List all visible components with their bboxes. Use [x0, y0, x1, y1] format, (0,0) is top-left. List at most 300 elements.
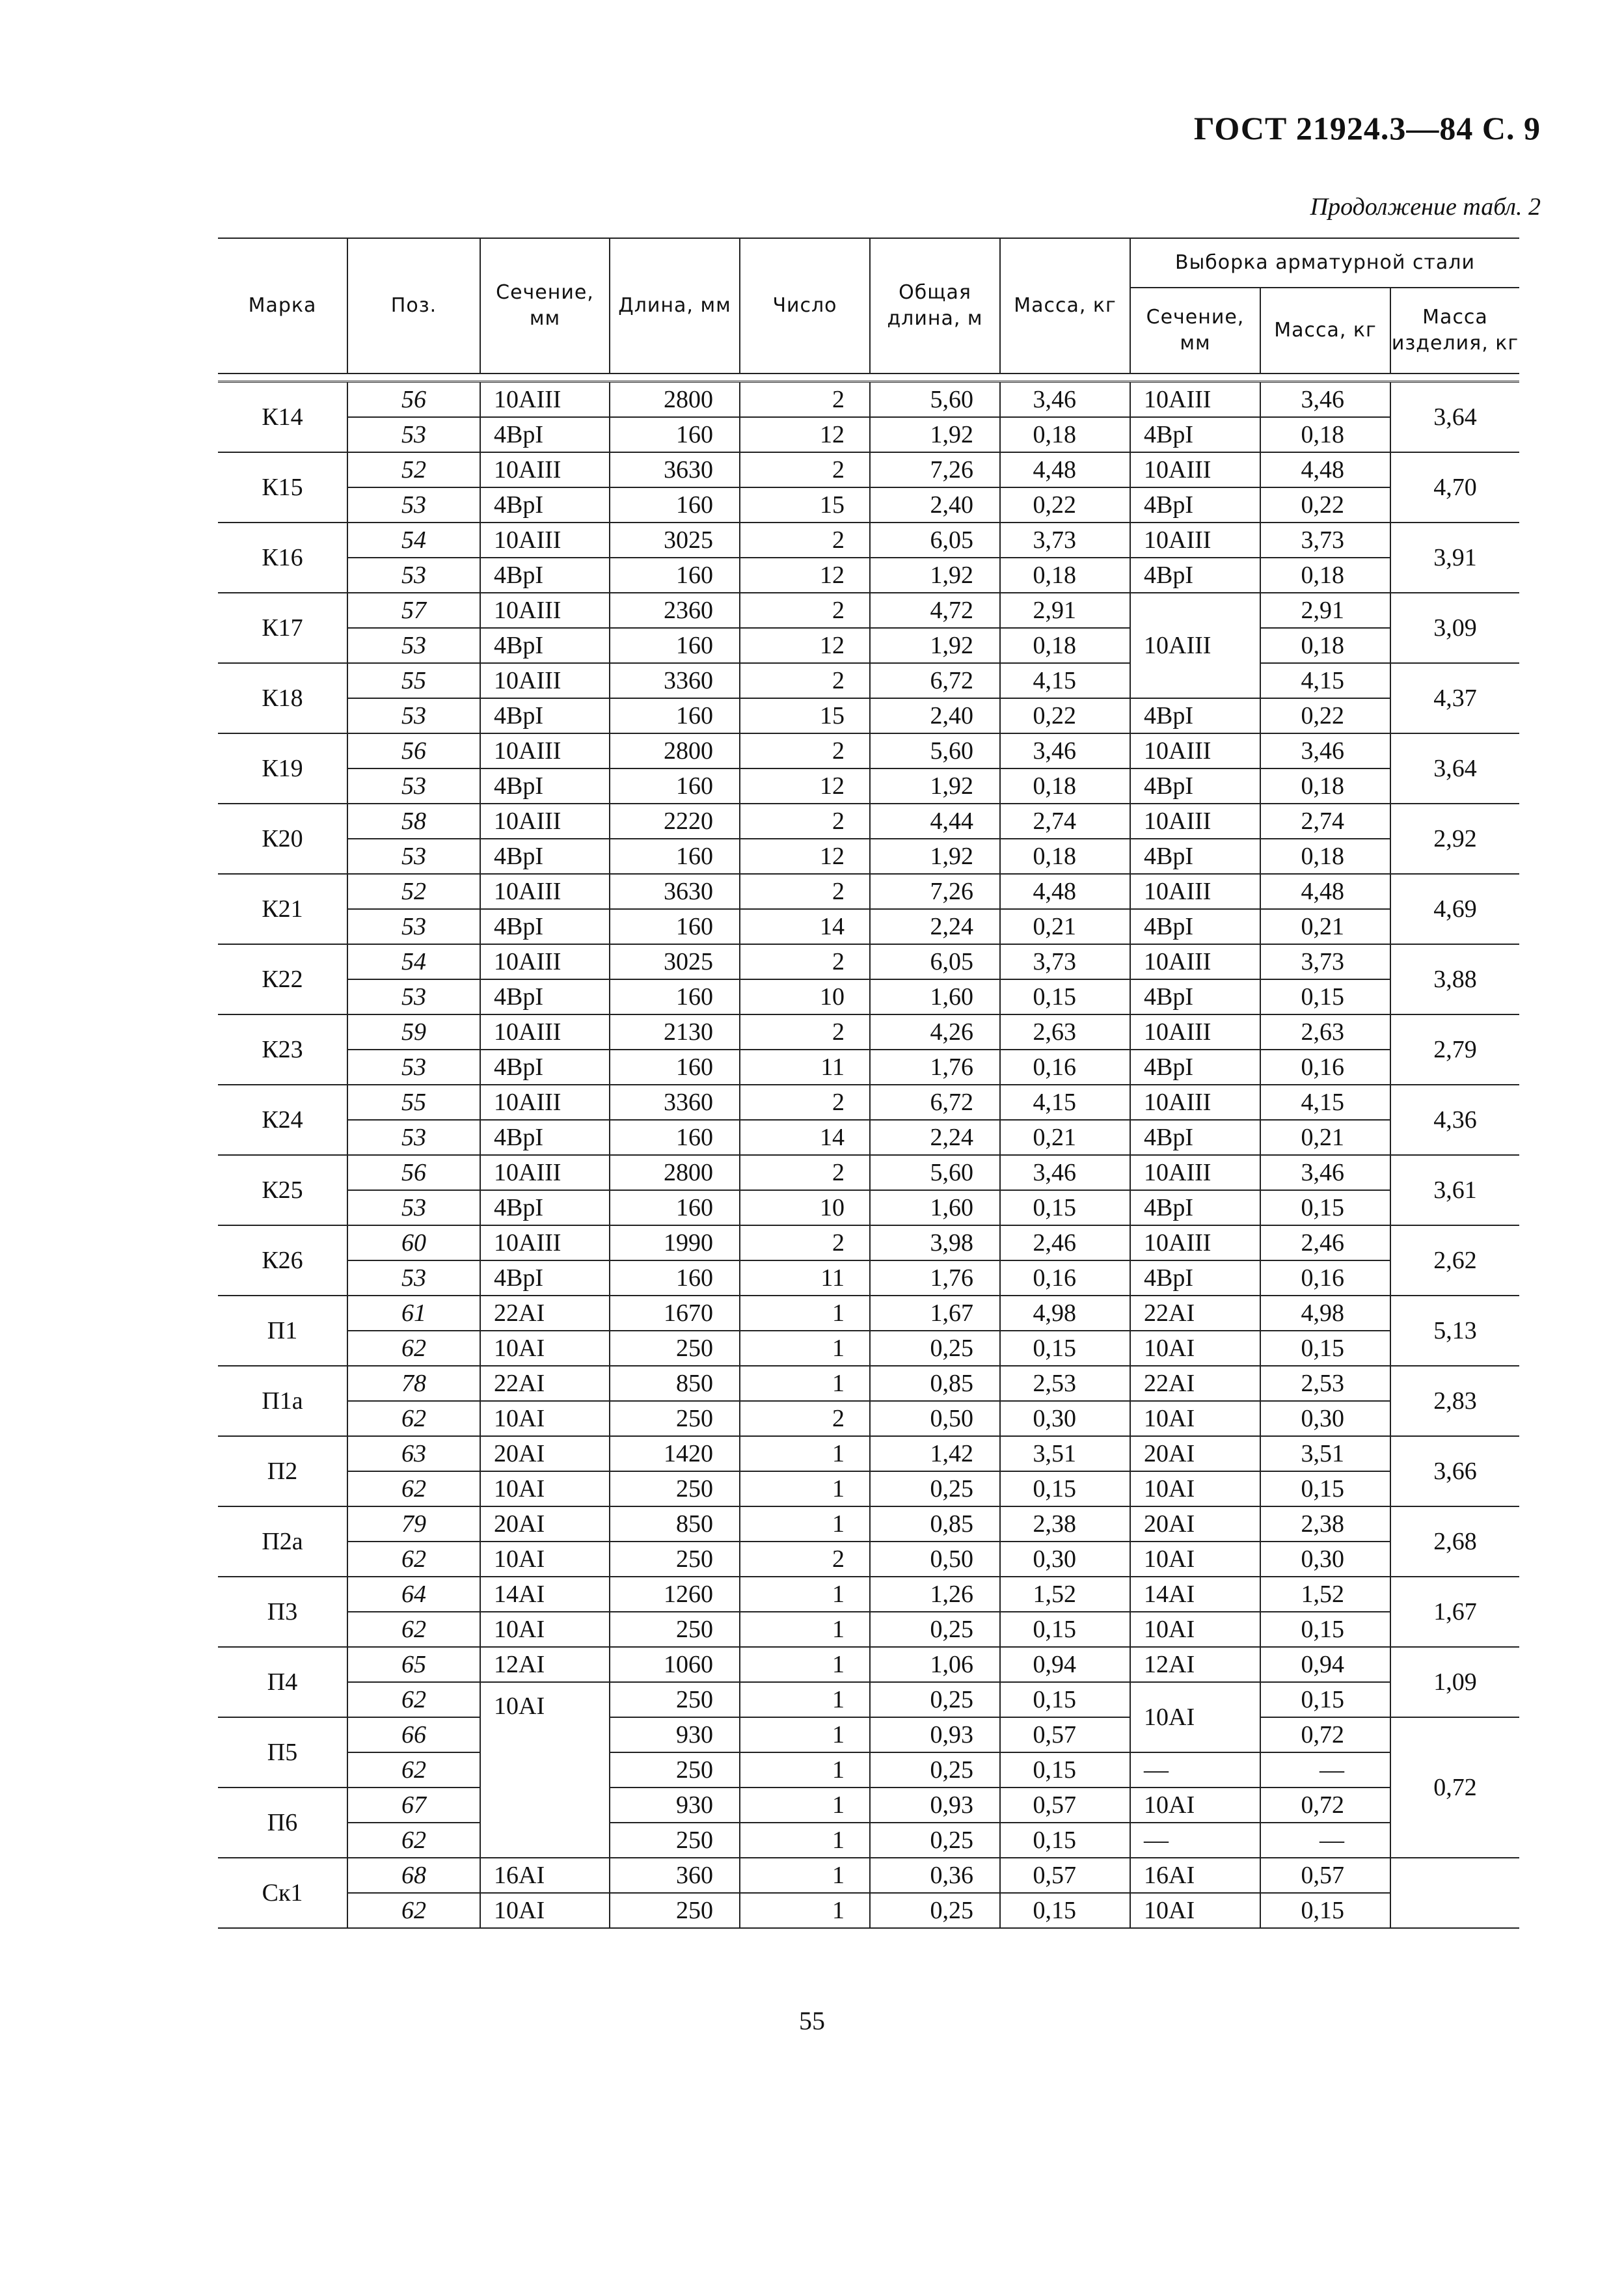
cell-mark: К23 [218, 1014, 347, 1085]
cell-count: 1 [740, 1858, 870, 1893]
cell-mass: 0,22 [1000, 487, 1130, 523]
cell-count: 2 [740, 944, 870, 979]
cell-total: 0,50 [870, 1542, 1000, 1577]
cell-total: 1,92 [870, 628, 1000, 663]
cell-sel-section: 4BpI [1130, 979, 1260, 1014]
cell-pos: 62 [347, 1752, 480, 1788]
cell-mark: К17 [218, 593, 347, 663]
cell-section: 10AI [480, 1471, 610, 1506]
cell-mass: 2,91 [1000, 593, 1130, 628]
cell-pos: 58 [347, 804, 480, 839]
cell-section: 4BpI [480, 417, 610, 452]
cell-count: 2 [740, 1085, 870, 1120]
cell-item-mass: 3,88 [1390, 944, 1519, 1014]
table-row [218, 1401, 1519, 1436]
cell-item-mass-merged: 0,72 [1390, 1717, 1519, 1858]
cell-total: 7,26 [870, 452, 1000, 487]
table-row [218, 1296, 1519, 1331]
cell-sel-section: 10AI [1130, 1542, 1260, 1577]
cell-section: 10AI [480, 1542, 610, 1577]
cell-sel-mass: 0,15 [1260, 1612, 1390, 1647]
cell-length: 930 [610, 1788, 740, 1823]
cell-mass: 3,51 [1000, 1436, 1130, 1471]
cell-pos: 62 [347, 1401, 480, 1436]
cell-sel-mass: 0,15 [1260, 1190, 1390, 1225]
cell-sel-mass: 1,52 [1260, 1577, 1390, 1612]
cell-sel-section-merged: 10AIII [1130, 593, 1260, 698]
cell-section: 16AI [480, 1858, 610, 1893]
cell-pos: 53 [347, 487, 480, 523]
table-row [218, 1014, 1519, 1050]
cell-length: 250 [610, 1401, 740, 1436]
cell-sel-mass: 0,18 [1260, 768, 1390, 804]
cell-sel-mass: 0,30 [1260, 1401, 1390, 1436]
cell-pos: 65 [347, 1647, 480, 1682]
cell-pos: 55 [347, 1085, 480, 1120]
cell-count: 1 [740, 1436, 870, 1471]
cell-pos: 53 [347, 698, 480, 733]
cell-total: 1,42 [870, 1436, 1000, 1471]
cell-total: 1,60 [870, 1190, 1000, 1225]
cell-count: 12 [740, 628, 870, 663]
cell-total: 7,26 [870, 874, 1000, 909]
cell-item-mass: 2,92 [1390, 804, 1519, 874]
cell-count: 14 [740, 909, 870, 944]
cell-mark: К20 [218, 804, 347, 874]
cell-pos: 61 [347, 1296, 480, 1331]
cell-mass: 0,30 [1000, 1401, 1130, 1436]
cell-mass: 0,57 [1000, 1858, 1130, 1893]
cell-length: 160 [610, 417, 740, 452]
cell-section: 4BpI [480, 909, 610, 944]
cell-mark: П3 [218, 1577, 347, 1647]
cell-sel-mass: 0,72 [1260, 1717, 1390, 1752]
cell-count: 11 [740, 1050, 870, 1085]
cell-mark: Ск1 [218, 1858, 347, 1928]
cell-length: 360 [610, 1858, 740, 1893]
cell-length: 1060 [610, 1647, 740, 1682]
cell-count: 1 [740, 1331, 870, 1366]
cell-count: 12 [740, 839, 870, 874]
cell-total: 5,60 [870, 382, 1000, 418]
cell-count: 10 [740, 1190, 870, 1225]
cell-pos: 62 [347, 1612, 480, 1647]
cell-sel-section: — [1130, 1752, 1260, 1788]
cell-sel-section-merged: 10AI [1130, 1682, 1260, 1752]
table-row [218, 452, 1519, 487]
cell-length: 250 [610, 1542, 740, 1577]
cell-item-mass: 4,36 [1390, 1085, 1519, 1155]
cell-sel-mass: 3,46 [1260, 382, 1390, 418]
cell-sel-section: 12AI [1130, 1647, 1260, 1682]
cell-length: 1420 [610, 1436, 740, 1471]
cell-mark: П2 [218, 1436, 347, 1506]
cell-section: 10AIII [480, 1225, 610, 1260]
cell-pos: 56 [347, 1155, 480, 1190]
table-row [218, 1225, 1519, 1260]
cell-sel-section: 10AIII [1130, 874, 1260, 909]
cell-pos: 62 [347, 1823, 480, 1858]
cell-length: 250 [610, 1612, 740, 1647]
cell-pos: 59 [347, 1014, 480, 1050]
cell-sel-mass: 2,53 [1260, 1366, 1390, 1401]
cell-sel-section: 4BpI [1130, 1260, 1260, 1296]
cell-mark: К14 [218, 382, 347, 453]
cell-mass: 0,18 [1000, 417, 1130, 452]
cell-sel-section: 10AIII [1130, 1014, 1260, 1050]
cell-pos: 56 [347, 382, 480, 418]
cell-mark: К19 [218, 733, 347, 804]
table-row [218, 1260, 1519, 1296]
table-row [218, 523, 1519, 558]
table-row [218, 417, 1519, 452]
cell-pos: 53 [347, 979, 480, 1014]
cell-sel-section: 4BpI [1130, 698, 1260, 733]
cell-count: 15 [740, 698, 870, 733]
cell-section-merged: 10AI [480, 1682, 610, 1858]
cell-mark: К22 [218, 944, 347, 1014]
cell-pos: 64 [347, 1577, 480, 1612]
cell-item-mass: 4,70 [1390, 452, 1519, 523]
cell-length: 160 [610, 768, 740, 804]
table-row [218, 1155, 1519, 1190]
cell-sel-mass: 0,18 [1260, 558, 1390, 593]
cell-length: 930 [610, 1717, 740, 1752]
cell-sel-section: 16AI [1130, 1858, 1260, 1893]
table-body [218, 382, 1519, 1929]
cell-mass: 0,22 [1000, 698, 1130, 733]
cell-section: 10AIII [480, 804, 610, 839]
cell-sel-mass: 0,94 [1260, 1647, 1390, 1682]
cell-section: 10AI [480, 1401, 610, 1436]
cell-section: 22AI [480, 1296, 610, 1331]
cell-mass: 0,15 [1000, 979, 1130, 1014]
cell-pos: 62 [347, 1893, 480, 1928]
cell-sel-mass: 2,63 [1260, 1014, 1390, 1050]
cell-length: 1990 [610, 1225, 740, 1260]
cell-count: 2 [740, 593, 870, 628]
cell-item-mass: 2,79 [1390, 1014, 1519, 1085]
cell-mass: 0,15 [1000, 1612, 1130, 1647]
cell-sel-mass: 0,22 [1260, 698, 1390, 733]
cell-item-mass: 3,61 [1390, 1155, 1519, 1225]
cell-sel-section: 10AI [1130, 1471, 1260, 1506]
cell-section: 14AI [480, 1577, 610, 1612]
cell-sel-section: 10AI [1130, 1331, 1260, 1366]
cell-section: 10AIII [480, 874, 610, 909]
table-row [218, 487, 1519, 523]
cell-total: 0,25 [870, 1612, 1000, 1647]
cell-length: 250 [610, 1823, 740, 1858]
cell-mass: 3,46 [1000, 733, 1130, 768]
cell-mass: 0,15 [1000, 1823, 1130, 1858]
cell-length: 160 [610, 979, 740, 1014]
cell-pos: 53 [347, 558, 480, 593]
cell-sel-mass: 4,48 [1260, 452, 1390, 487]
cell-mark: П2а [218, 1506, 347, 1577]
cell-total: 1,92 [870, 768, 1000, 804]
cell-length: 250 [610, 1682, 740, 1717]
cell-mass: 0,15 [1000, 1471, 1130, 1506]
cell-sel-mass: 0,18 [1260, 839, 1390, 874]
table-row [218, 1471, 1519, 1506]
table-row [218, 1120, 1519, 1155]
col-section-header: Сечение, мм [480, 238, 610, 374]
cell-mark: К26 [218, 1225, 347, 1296]
cell-mark: П4 [218, 1647, 347, 1717]
cell-sel-mass: 0,16 [1260, 1050, 1390, 1085]
cell-mass: 0,15 [1000, 1682, 1130, 1717]
cell-count: 2 [740, 1014, 870, 1050]
cell-total: 6,72 [870, 1085, 1000, 1120]
cell-length: 160 [610, 487, 740, 523]
cell-mass: 0,18 [1000, 839, 1130, 874]
cell-mass: 3,46 [1000, 382, 1130, 418]
cell-item-mass: 2,62 [1390, 1225, 1519, 1296]
cell-total: 0,25 [870, 1893, 1000, 1928]
cell-section: 4BpI [480, 558, 610, 593]
cell-sel-section: 10AI [1130, 1788, 1260, 1823]
cell-mass: 2,53 [1000, 1366, 1130, 1401]
cell-mass: 4,15 [1000, 663, 1130, 698]
cell-sel-mass: 3,73 [1260, 523, 1390, 558]
table-row [218, 839, 1519, 874]
col-mark-header: Марка [218, 238, 347, 374]
cell-section: 10AIII [480, 944, 610, 979]
cell-sel-mass: 0,18 [1260, 417, 1390, 452]
cell-sel-mass: 3,51 [1260, 1436, 1390, 1471]
cell-mark: К24 [218, 1085, 347, 1155]
cell-mark: К16 [218, 523, 347, 593]
cell-section: 10AIII [480, 523, 610, 558]
cell-section: 4BpI [480, 1120, 610, 1155]
cell-mark: К18 [218, 663, 347, 733]
cell-sel-section: 4BpI [1130, 1120, 1260, 1155]
table-row [218, 1190, 1519, 1225]
cell-total: 1,92 [870, 417, 1000, 452]
table-row [218, 593, 1519, 628]
cell-count: 1 [740, 1752, 870, 1788]
cell-pos: 54 [347, 523, 480, 558]
cell-total: 2,40 [870, 698, 1000, 733]
cell-total: 0,85 [870, 1506, 1000, 1542]
cell-sel-section: 10AIII [1130, 523, 1260, 558]
cell-pos: 67 [347, 1788, 480, 1823]
cell-length: 160 [610, 909, 740, 944]
cell-sel-section: 22AI [1130, 1296, 1260, 1331]
cell-sel-mass: 0,21 [1260, 909, 1390, 944]
cell-mass: 3,73 [1000, 944, 1130, 979]
cell-total: 0,25 [870, 1331, 1000, 1366]
cell-mass: 0,57 [1000, 1717, 1130, 1752]
cell-item-mass: 2,68 [1390, 1506, 1519, 1577]
cell-length: 3360 [610, 663, 740, 698]
cell-sel-section: 10AIII [1130, 382, 1260, 418]
cell-count: 1 [740, 1823, 870, 1858]
cell-count: 1 [740, 1788, 870, 1823]
cell-total: 1,76 [870, 1050, 1000, 1085]
col-count-header: Число [740, 238, 870, 374]
cell-length: 160 [610, 1050, 740, 1085]
cell-mass: 0,18 [1000, 558, 1130, 593]
table-row [218, 698, 1519, 733]
cell-item-mass: 5,13 [1390, 1296, 1519, 1366]
cell-total: 3,98 [870, 1225, 1000, 1260]
cell-pos: 53 [347, 417, 480, 452]
cell-sel-section: 4BpI [1130, 839, 1260, 874]
cell-sel-mass: 4,15 [1260, 663, 1390, 698]
cell-sel-section: 10AI [1130, 1401, 1260, 1436]
cell-count: 2 [740, 804, 870, 839]
table-row [218, 558, 1519, 593]
cell-sel-mass: 2,74 [1260, 804, 1390, 839]
cell-length: 3630 [610, 874, 740, 909]
cell-pos: 79 [347, 1506, 480, 1542]
cell-section: 10AIII [480, 382, 610, 418]
cell-section: 22AI [480, 1366, 610, 1401]
cell-mass: 2,63 [1000, 1014, 1130, 1050]
cell-pos: 66 [347, 1717, 480, 1752]
cell-mass: 2,46 [1000, 1225, 1130, 1260]
cell-section: 20AI [480, 1506, 610, 1542]
cell-total: 4,44 [870, 804, 1000, 839]
table-row [218, 804, 1519, 839]
cell-mass: 0,15 [1000, 1331, 1130, 1366]
cell-length: 160 [610, 558, 740, 593]
cell-section: 4BpI [480, 768, 610, 804]
cell-item-mass: 1,67 [1390, 1577, 1519, 1647]
cell-total: 1,06 [870, 1647, 1000, 1682]
col-item-mass-header: Масса изделия, кг [1390, 288, 1519, 374]
cell-total: 1,26 [870, 1577, 1000, 1612]
table-row [218, 1612, 1519, 1647]
cell-item-mass [1390, 1858, 1519, 1928]
cell-pos: 53 [347, 1120, 480, 1155]
cell-total: 6,05 [870, 944, 1000, 979]
cell-mass: 3,46 [1000, 1155, 1130, 1190]
table-row [218, 1050, 1519, 1085]
cell-pos: 68 [347, 1858, 480, 1893]
header-separator [218, 374, 1519, 382]
cell-sel-mass: 0,15 [1260, 1471, 1390, 1506]
cell-sel-mass: 0,21 [1260, 1120, 1390, 1155]
cell-count: 1 [740, 1506, 870, 1542]
cell-length: 1670 [610, 1296, 740, 1331]
cell-count: 1 [740, 1366, 870, 1401]
cell-section: 10AIII [480, 593, 610, 628]
cell-pos: 53 [347, 1050, 480, 1085]
cell-sel-mass: 0,30 [1260, 1542, 1390, 1577]
cell-mark: П5 [218, 1717, 347, 1788]
cell-section: 20AI [480, 1436, 610, 1471]
cell-section: 10AIII [480, 1155, 610, 1190]
cell-mass: 0,15 [1000, 1893, 1130, 1928]
table-row [218, 1542, 1519, 1577]
table-row [218, 1682, 1519, 1717]
cell-sel-section: — [1130, 1823, 1260, 1858]
cell-sel-mass: 0,15 [1260, 979, 1390, 1014]
cell-total: 4,26 [870, 1014, 1000, 1050]
cell-section: 4BpI [480, 1190, 610, 1225]
cell-sel-section: 4BpI [1130, 1190, 1260, 1225]
cell-count: 12 [740, 558, 870, 593]
cell-sel-mass: 0,16 [1260, 1260, 1390, 1296]
cell-item-mass: 3,66 [1390, 1436, 1519, 1506]
cell-mass: 4,15 [1000, 1085, 1130, 1120]
table-continuation-note: Продолжение табл. 2 [1310, 193, 1541, 221]
cell-section: 4BpI [480, 1050, 610, 1085]
cell-count: 2 [740, 1401, 870, 1436]
cell-count: 12 [740, 417, 870, 452]
table-row [218, 1577, 1519, 1612]
cell-sel-mass: 3,73 [1260, 944, 1390, 979]
col-sel-mass-header: Масса, кг [1260, 288, 1390, 374]
cell-count: 2 [740, 452, 870, 487]
cell-sel-section: 22AI [1130, 1366, 1260, 1401]
table-row [218, 874, 1519, 909]
cell-mass: 2,38 [1000, 1506, 1130, 1542]
cell-length: 250 [610, 1471, 740, 1506]
cell-count: 2 [740, 733, 870, 768]
cell-mark: К15 [218, 452, 347, 523]
cell-pos: 53 [347, 1190, 480, 1225]
col-total-length-header: Общая длина, м [870, 238, 1000, 374]
cell-total: 0,25 [870, 1682, 1000, 1717]
cell-sel-section: 10AIII [1130, 1085, 1260, 1120]
cell-total: 2,24 [870, 1120, 1000, 1155]
cell-total: 1,92 [870, 839, 1000, 874]
cell-section: 10AI [480, 1331, 610, 1366]
cell-length: 850 [610, 1506, 740, 1542]
cell-section: 10AI [480, 1612, 610, 1647]
table-row [218, 979, 1519, 1014]
cell-mass: 4,48 [1000, 452, 1130, 487]
cell-mark: П6 [218, 1788, 347, 1858]
cell-mass: 0,16 [1000, 1050, 1130, 1085]
cell-length: 160 [610, 628, 740, 663]
cell-length: 250 [610, 1752, 740, 1788]
cell-section: 12AI [480, 1647, 610, 1682]
table-row [218, 1085, 1519, 1120]
cell-mass: 0,18 [1000, 768, 1130, 804]
cell-count: 14 [740, 1120, 870, 1155]
cell-total: 2,40 [870, 487, 1000, 523]
cell-section: 4BpI [480, 698, 610, 733]
table-row [218, 1717, 1519, 1752]
cell-mass: 0,21 [1000, 1120, 1130, 1155]
table-row [218, 733, 1519, 768]
cell-mass: 0,15 [1000, 1752, 1130, 1788]
cell-sel-section: 10AIII [1130, 1225, 1260, 1260]
cell-mass: 1,52 [1000, 1577, 1130, 1612]
table-row [218, 1366, 1519, 1401]
cell-sel-mass: — [1260, 1752, 1390, 1788]
cell-item-mass: 2,83 [1390, 1366, 1519, 1436]
cell-sel-mass: 0,22 [1260, 487, 1390, 523]
cell-pos: 60 [347, 1225, 480, 1260]
cell-mark: К21 [218, 874, 347, 944]
cell-length: 3025 [610, 523, 740, 558]
cell-section: 4BpI [480, 979, 610, 1014]
cell-pos: 63 [347, 1436, 480, 1471]
cell-mass: 3,73 [1000, 523, 1130, 558]
cell-length: 2130 [610, 1014, 740, 1050]
cell-sel-section: 14AI [1130, 1577, 1260, 1612]
cell-total: 6,72 [870, 663, 1000, 698]
table-row [218, 382, 1519, 418]
reinforcement-table [218, 238, 1519, 1929]
cell-count: 1 [740, 1893, 870, 1928]
